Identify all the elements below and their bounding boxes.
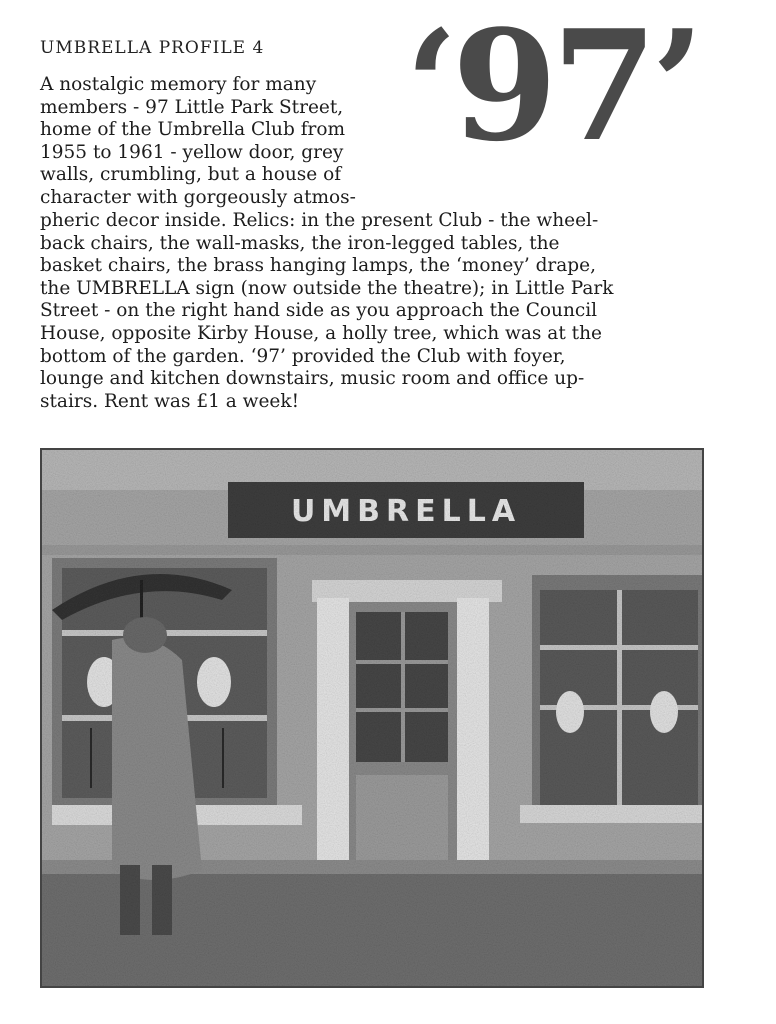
text-line: 1955 to 1961 - yellow door, grey [40, 141, 344, 163]
text-line: A nostalgic memory for many [40, 74, 317, 95]
text-line: Street - on the right hand side as you approach the Council [40, 300, 598, 322]
text-line: House, opposite Kirby House, a holly tree, which was at the [40, 322, 602, 344]
text-line: back chairs, the wall-masks, the iron-legged tables, the [40, 232, 560, 254]
text-line: home of the Umbrella Club from [40, 119, 346, 141]
right-window [520, 575, 702, 823]
text-line: character with gorgeously atmos- [40, 186, 356, 208]
door [312, 580, 502, 902]
text-line: basket chairs, the brass hanging lamps, the ‘money’ drape, [40, 255, 596, 277]
umbrella-sign [228, 482, 584, 538]
sign-text: UMBRELLA [290, 494, 522, 529]
profile-title: UMBRELLA PROFILE 4 [40, 38, 265, 58]
text-line: members - 97 Little Park Street, [40, 96, 344, 118]
text-line: walls, crumbling, but a house of [40, 164, 342, 186]
text-line: pheric decor inside. Relics: in the present Club - the wheel- [40, 210, 599, 231]
text-line: bottom of the garden. ‘97’ provided the Club with foyer, [40, 345, 566, 367]
club-photograph [40, 448, 704, 988]
big-number-97: ‘97’ [405, 0, 699, 175]
text-line: the UMBRELLA sign (now outside the theatre); in Little Park [40, 277, 614, 299]
text-line: lounge and kitchen downstairs, music room and office up- [40, 368, 585, 390]
text-line: stairs. Rent was £1 a week! [40, 390, 300, 412]
intro-paragraph [40, 74, 356, 210]
body-paragraph [40, 210, 613, 413]
